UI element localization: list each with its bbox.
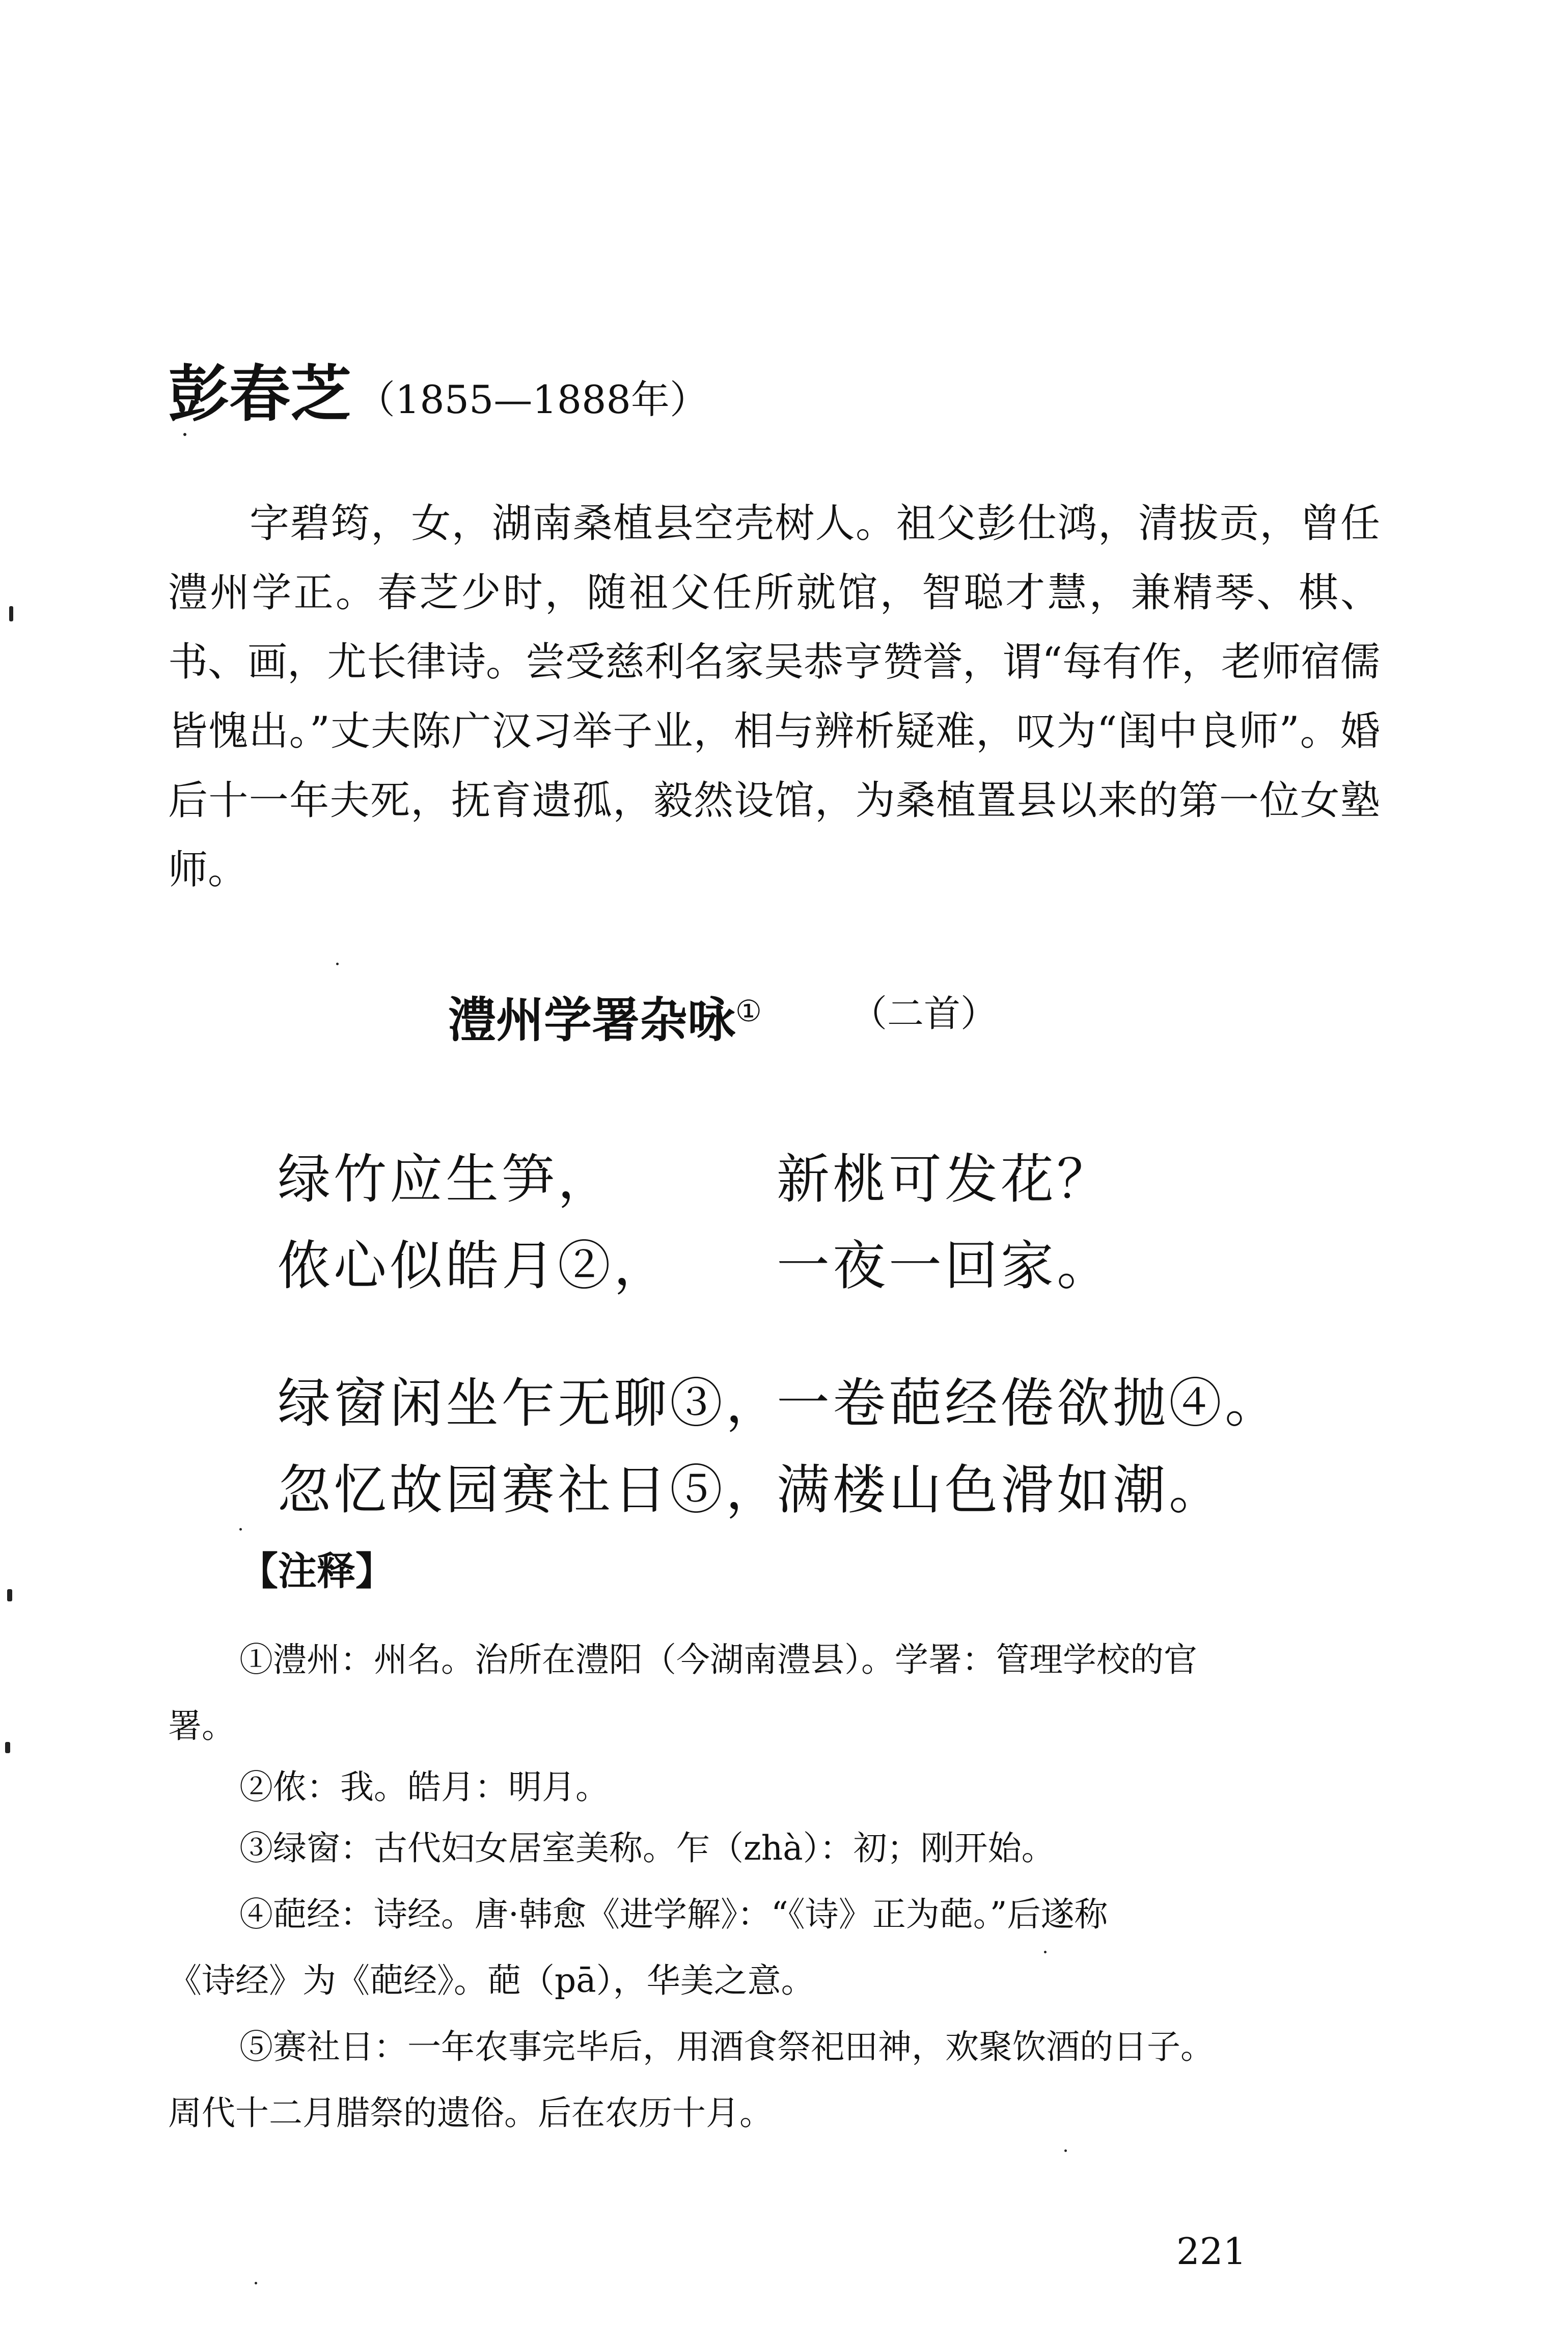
scan-mark [5, 1742, 10, 1753]
note-line: 周代十二月腊祭的遗俗。后在农历十月。 [168, 2093, 773, 2133]
poem-line-3b: 一卷葩经倦欲抛④。 [777, 1372, 1281, 1434]
poem-line-3a: 绿窗闲坐乍无聊③， [278, 1372, 782, 1434]
poem-line-1b: 新桃可发花？ [777, 1148, 1113, 1210]
biography-paragraph: 字碧筠，女，湖南桑植县空壳树人。祖父彭仕鸿，清拔贡，曾任澧州学正。春芝少时，随祖父任所就馆，智聪才慧，兼精琴、棋、书、画，尤长律诗。尝受慈利名家吴恭亨赞誉，谓“每有作，老师宿儒皆愧出。”丈夫陈广汉习举子业，相与辨析疑难，叹为“闺中良师”。婚后十一年夫死，抚育遗孤，毅然设馆，为桑植置县以来的第一位女塾师。 [168, 501, 1380, 893]
poem-line-2a: 侬心似皓月②， [278, 1235, 670, 1297]
notes-heading: 【注释】 [239, 1548, 394, 1594]
poem-title [448, 978, 762, 1054]
note-line: ④葩经：诗经。唐·韩愈《进学解》：“《诗》正为葩。”后遂称 [239, 1895, 1108, 1934]
poem-subtitle: （二首） [850, 992, 998, 1035]
scan-speck [255, 2282, 257, 2284]
author-dates: （1855—1888年） [356, 377, 708, 422]
poem-line-4b: 满楼山色滑如潮。 [777, 1459, 1225, 1521]
scan-mark [7, 1589, 12, 1601]
note-line: 署。 [168, 1706, 235, 1746]
poem-line-1a: 绿竹应生笋， [278, 1148, 614, 1210]
note-line: ①澧州：州名。治所在澧阳（今湖南澧县）。学署：管理学校的官 [239, 1640, 1197, 1679]
poem-line-2b: 一夜一回家。 [777, 1235, 1113, 1297]
poem-line-4a: 忽忆故园赛社日⑤， [278, 1459, 782, 1521]
poem-title-text: 澧州学署杂咏 [448, 993, 736, 1048]
author-name: 彭春芝 [168, 359, 351, 430]
note-line: ⑤赛社日：一年农事完毕后，用酒食祭祀田神，欢聚饮酒的日子。 [239, 2027, 1214, 2066]
note-line: ③绿窗：古代妇女居室美称。乍（zhà）：初；刚开始。 [239, 1829, 1055, 1868]
scan-speck [239, 1528, 242, 1531]
poem-title-note-marker: ① [735, 994, 762, 1028]
scan-speck [336, 963, 339, 965]
scan-speck [1044, 1951, 1047, 1953]
page-number: 221 [1176, 2230, 1247, 2273]
note-line: 《诗经》为《葩经》。葩（pā），华美之意。 [168, 1961, 815, 2000]
scan-mark [9, 606, 13, 621]
scan-speck [1064, 2149, 1067, 2152]
note-line: ②侬：我。皓月：明月。 [239, 1767, 609, 1807]
scan-speck [183, 433, 186, 436]
